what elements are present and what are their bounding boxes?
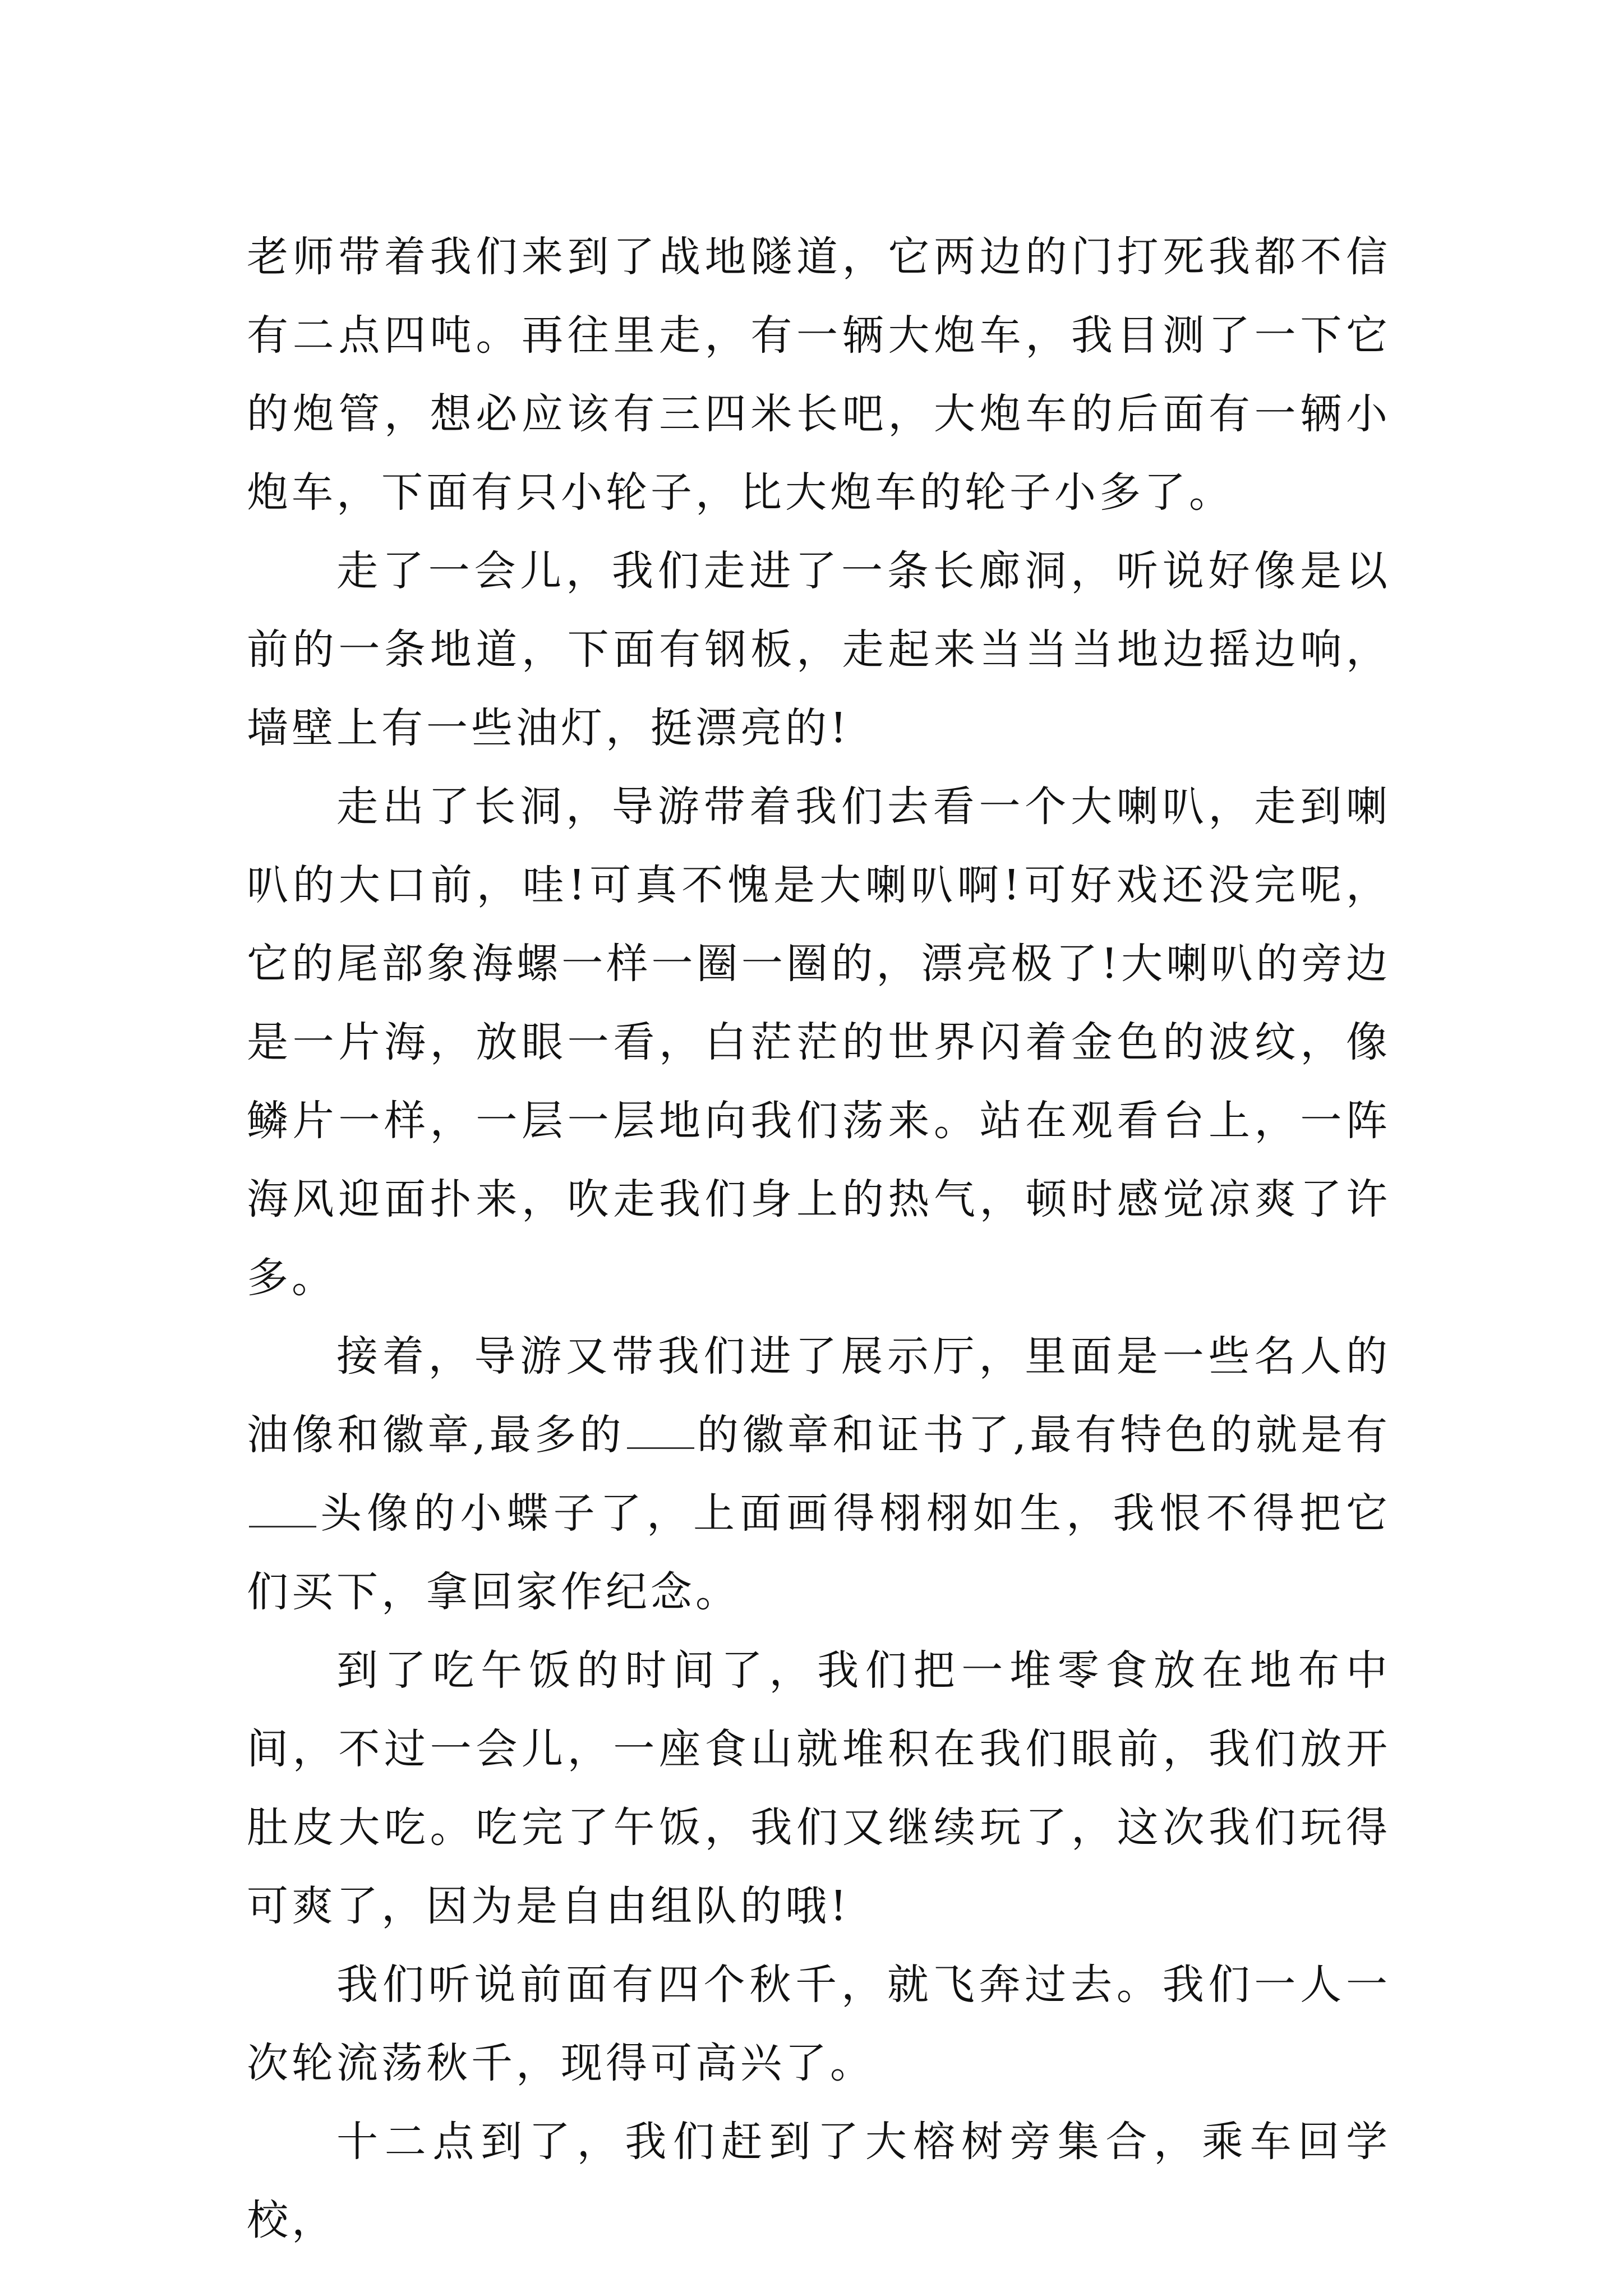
paragraph-2: 走了一会儿，我们走进了一条长廊洞，听说好像是以前的一条地道，下面有钢板，走起来当当当地边摇边响，墙壁上有一些油灯，挺漂亮的! — [247, 547, 1391, 752]
paragraph-1: 老师带着我们来到了战地隧道，它两边的门打死我都不信有二点四吨。再往里走，有一辆大炮车，我目测了一下它的炮管，想必应该有三四米长吧，大炮车的后面有一辆小炮车，下面有只小轮子，比大炮车的轮子小多了。 — [247, 233, 1391, 517]
paragraph-6: 我们听说前面有四个秋千，就飞奔过去。我们一人一次轮流荡秋千，现得可高兴了。 — [247, 1961, 1391, 2087]
paragraph-4-part-1: 接着，导游又带我们进了展示厅，里面是一些名人的油像和徽章,最多的 — [247, 1332, 1391, 1459]
paragraph-4 — [247, 1317, 1391, 1631]
paragraph-3: 走出了长洞，导游带着我们去看一个大喇叭，走到喇叭的大口前，哇!可真不愧是大喇叭啊!可好戏还没完呢，它的尾部象海螺一样一圈一圈的，漂亮极了!大喇叭的旁边是一片海，放眼一看，白茫茫的世界闪着金色的波纹，像鳞片一样，一层一层地向我们荡来。站在观看台上，一阵海风迎面扑来，吹走我们身上的热气，顿时感觉凉爽了许多。 — [247, 783, 1391, 1302]
document-body — [247, 218, 1391, 2260]
paragraph-4-part-3: 头像的小蝶子了，上面画得栩栩如生，我恨不得把它们买下，拿回家作纪念。 — [247, 1489, 1391, 1616]
fill-in-blank-1 — [627, 1446, 694, 1449]
fill-in-blank-2 — [249, 1525, 316, 1527]
paragraph-4-part-2: 的徽章和证书了,最有特色的就是有 — [697, 1411, 1391, 1459]
paragraph-5: 到了吃午饭的时间了，我们把一堆零食放在地布中间，不过一会儿，一座食山就堆积在我们眼前，我们放开肚皮大吃。吃完了午饭，我们又继续玩了，这次我们玩得可爽了，因为是自由组队的哦! — [247, 1646, 1391, 1930]
paragraph-7: 十二点到了，我们赶到了大榕树旁集合，乘车回学校， — [247, 2118, 1391, 2244]
